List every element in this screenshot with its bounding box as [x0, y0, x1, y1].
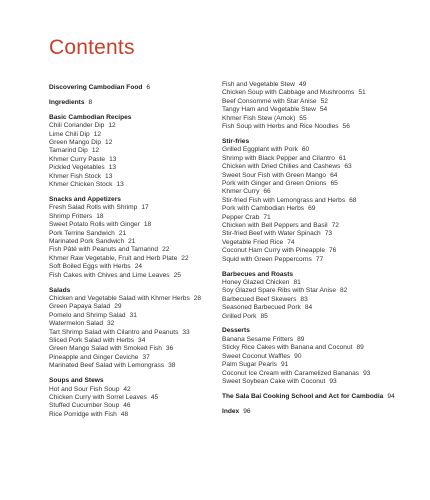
- toc-entry[interactable]: [49, 312, 214, 320]
- toc-entry[interactable]: [222, 188, 402, 196]
- toc-entry-title: Shrimp Fritters: [49, 212, 93, 220]
- toc-page-number: 64: [330, 171, 338, 179]
- toc-entry[interactable]: [49, 230, 214, 238]
- toc-entry[interactable]: [49, 156, 214, 164]
- toc-entry-title: Pepper Crab: [222, 213, 260, 221]
- toc-entry-title: Soft Boiled Eggs with Herbs: [49, 263, 131, 271]
- toc-entry[interactable]: [222, 287, 402, 295]
- toc-page-number: 72: [331, 222, 339, 229]
- toc-left-column: [49, 84, 214, 426]
- toc-entry-title: Khmer Chicken Stock: [49, 181, 113, 189]
- toc-entry-title: Lime Chili Dip: [49, 130, 90, 138]
- toc-section: [222, 271, 402, 321]
- toc-page-number: 61: [338, 154, 347, 162]
- toc-section-heading-index[interactable]: [222, 408, 402, 416]
- toc-section-heading-snacks-and-appetizers[interactable]: [49, 196, 214, 204]
- toc-entry[interactable]: [49, 337, 214, 345]
- toc-entry-title: Marinated Pork Sandwich: [49, 238, 125, 245]
- toc-page-number: 55: [299, 114, 307, 122]
- toc-entry-title: Chicken with Bell Peppers and Basil: [222, 222, 328, 229]
- toc-page-number: 36: [165, 345, 174, 353]
- toc-entry[interactable]: [49, 122, 214, 130]
- toc-entry[interactable]: [49, 345, 214, 353]
- toc-entry[interactable]: [222, 304, 402, 312]
- toc-heading-text: The Sala Bai Cooking School and Act for Cambodia: [222, 392, 384, 400]
- toc-entry-title: Beef Consommé with Star Anise: [222, 97, 317, 105]
- toc-section: [49, 114, 214, 190]
- toc-section: [222, 81, 402, 131]
- toc-page-number: 84: [304, 304, 313, 312]
- toc-entry-title: Fresh Salad Rolls with Shrimp: [49, 204, 138, 212]
- toc-entry[interactable]: [222, 205, 402, 213]
- toc-section: [49, 99, 214, 107]
- toc-page-number: 18: [96, 212, 104, 220]
- toc-entry-title: Tamarind Dip: [49, 147, 88, 155]
- toc-section-heading-barbecues-and-roasts[interactable]: [222, 271, 402, 279]
- toc-page-number: 17: [141, 204, 149, 212]
- toc-page-number: 96: [243, 407, 251, 415]
- toc-section: [49, 196, 214, 280]
- toc-page-number: 93: [363, 369, 371, 377]
- toc-page-number: 73: [324, 230, 333, 238]
- toc-entry[interactable]: [222, 180, 402, 188]
- toc-page-number: 12: [108, 122, 116, 130]
- toc-entry[interactable]: [222, 98, 402, 106]
- toc-entry-title: Watermelon Salad: [49, 320, 103, 328]
- toc-page-number: 13: [116, 181, 124, 189]
- toc-entry[interactable]: [49, 402, 214, 410]
- toc-entry[interactable]: [49, 246, 214, 254]
- toc-entry-title: Palm Sugar Pearls: [222, 361, 277, 369]
- toc-entry-title: Pork with Ginger and Green Onions: [222, 179, 327, 187]
- toc-page-number: 12: [91, 147, 100, 155]
- toc-page-number: 51: [358, 89, 366, 97]
- toc-section-heading-the-sala-bai-cooking-school-and-act-for-cambodia[interactable]: [222, 393, 402, 401]
- toc-entry[interactable]: [222, 163, 402, 171]
- toc-entry-title: Chicken Curry with Sorrel Leaves: [49, 393, 147, 401]
- toc-page-number: 66: [263, 188, 271, 196]
- toc-page-number: 93: [329, 377, 337, 385]
- toc-entry[interactable]: [49, 255, 214, 263]
- toc-section-heading-ingredients[interactable]: [49, 99, 214, 107]
- toc-page-number: 37: [142, 353, 150, 361]
- toc-heading-text: Discovering Cambodian Food: [49, 84, 143, 91]
- toc-entry-title: Tangy Ham and Vegetable Stew: [222, 106, 316, 114]
- toc-entry[interactable]: [49, 221, 214, 229]
- toc-entry[interactable]: [222, 106, 402, 114]
- toc-entry-title: Squid with Green Peppercorns: [222, 255, 312, 263]
- toc-entry-title: Pork Terrine Sandwich: [49, 229, 115, 237]
- toc-entry-title: Sweet Coconut Waffles: [222, 352, 291, 360]
- toc-section-heading-stir-fries[interactable]: [222, 138, 402, 146]
- toc-page-number: 89: [297, 335, 305, 343]
- toc-heading-text: Index: [222, 407, 240, 415]
- toc-page-number: 54: [319, 106, 328, 114]
- toc-page-number: 13: [105, 172, 113, 180]
- toc-page-number: 24: [134, 263, 143, 271]
- toc-entry-title: Green Mango Salad with Smoked Fish: [49, 345, 162, 353]
- toc-entry-title: Khmer Fish Stock: [49, 172, 102, 180]
- toc-entry[interactable]: [222, 123, 402, 131]
- toc-entry[interactable]: [222, 313, 402, 321]
- toc-entry-title: Rice Porridge with Fish: [49, 410, 117, 418]
- toc-entry[interactable]: [222, 361, 402, 369]
- toc-page-number: 46: [123, 402, 131, 410]
- page-title: Contents: [49, 36, 135, 59]
- toc-entry[interactable]: [49, 354, 214, 362]
- toc-page-number: 89: [356, 344, 364, 352]
- toc-page-number: 34: [138, 336, 146, 344]
- toc-entry[interactable]: [49, 181, 214, 189]
- toc-entry[interactable]: [222, 370, 402, 378]
- toc-entry[interactable]: [49, 320, 214, 328]
- toc-page-number: 6: [146, 84, 151, 91]
- toc-entry-title: Sweet Soybean Cake with Coconut: [222, 377, 326, 385]
- toc-page-number: 77: [315, 255, 324, 263]
- toc-entry[interactable]: [49, 394, 214, 402]
- toc-entry-title: Khmer Raw Vegetable, Fruit and Herb Plate: [49, 254, 178, 262]
- toc-page-number: 63: [344, 163, 352, 171]
- toc-entry-title: Fish and Vegetable Stew: [222, 81, 295, 88]
- toc-page-number: 13: [109, 155, 117, 163]
- toc-entry[interactable]: [222, 378, 402, 386]
- toc-entry[interactable]: [222, 344, 402, 352]
- toc-section-heading-salads[interactable]: [49, 287, 214, 295]
- toc-page-number: 85: [260, 312, 268, 320]
- toc-entry-title: Fish Soup with Herbs and Rice Noodles: [222, 123, 339, 131]
- toc-entry-title: Sweet Sour Fish with Green Mango: [222, 171, 327, 179]
- toc-entry[interactable]: [49, 329, 214, 337]
- toc-heading-text: Barbecues and Roasts: [222, 270, 294, 278]
- toc-entry-title: Tart Shrimp Salad with Cilantro and Peanuts: [49, 328, 179, 336]
- toc-entry-title: Fish Pâté with Peanuts and Tamarind: [49, 246, 159, 254]
- toc-page-number: 31: [129, 311, 137, 319]
- toc-entry-title: Chicken Soup with Cabbage and Mushrooms: [222, 89, 355, 97]
- toc-entry-title: Stuffed Cucumber Soup: [49, 402, 120, 410]
- toc-entry-title: Coconut Ham Curry with Pineapple: [222, 247, 325, 255]
- toc-page-number: 60: [301, 146, 310, 154]
- toc-page-number: 83: [300, 295, 308, 303]
- toc-heading-text: Basic Cambodian Recipes: [49, 113, 132, 121]
- toc-section: [49, 287, 214, 371]
- toc-page-number: 28: [193, 294, 202, 302]
- toc-entry-title: Coconut Ice Cream with Caramelized Bananas: [222, 369, 360, 377]
- toc-page-number: 90: [294, 352, 302, 360]
- toc-entry-title: Marinated Beef Salad with Lemongrass: [49, 362, 165, 370]
- toc-section-heading-basic-cambodian-recipes[interactable]: [49, 114, 214, 122]
- toc-entry-title: Fish Cakes with Chives and Lime Leaves: [49, 271, 170, 279]
- toc-entry-title: Grilled Pork: [222, 312, 257, 320]
- toc-entry[interactable]: [222, 155, 402, 163]
- toc-entry[interactable]: [49, 263, 214, 271]
- toc-page-number: 33: [182, 328, 190, 336]
- toc-right-column: [222, 81, 402, 423]
- toc-page-number: 13: [108, 164, 117, 172]
- toc-entry[interactable]: [222, 336, 402, 344]
- toc-entry-title: Hot and Sour Fish Soup: [49, 385, 120, 393]
- toc-entry[interactable]: [222, 214, 402, 222]
- toc-heading-text: Ingredients: [49, 98, 85, 106]
- toc-entry[interactable]: [49, 139, 214, 147]
- toc-entry-title: Pickled Vegetables: [49, 164, 105, 172]
- toc-page-number: 49: [298, 81, 307, 88]
- toc-entry-title: Grilled Eggplant with Pork: [222, 146, 298, 154]
- toc-section: [222, 393, 402, 401]
- toc-entry-title: Stir-fried Beef with Water Spinach: [222, 230, 321, 238]
- toc-page-number: 76: [328, 247, 337, 255]
- toc-entry-title: Chicken with Dried Chilies and Cashews: [222, 163, 341, 171]
- toc-entry[interactable]: [222, 279, 402, 287]
- toc-page-number: 21: [118, 229, 127, 237]
- toc-heading-text: Snacks and Appetizers: [49, 195, 121, 203]
- toc-entry[interactable]: [49, 131, 214, 139]
- toc-page-number: 25: [173, 271, 181, 279]
- toc-page-number: 91: [280, 361, 289, 369]
- toc-section-heading-soups-and-stews[interactable]: [49, 377, 214, 385]
- toc-page-number: 8: [88, 98, 93, 106]
- toc-page-number: 32: [107, 320, 115, 328]
- toc-entry-title: Banana Sesame Fritters: [222, 335, 294, 343]
- toc-entry[interactable]: [222, 89, 402, 97]
- toc-entry[interactable]: [222, 172, 402, 180]
- toc-page-number: 29: [114, 303, 122, 311]
- toc-entry[interactable]: [49, 386, 214, 394]
- toc-entry[interactable]: [222, 230, 402, 238]
- toc-page-number: 38: [168, 362, 176, 370]
- toc-entry-title: Soy Glazed Spare Ribs with Star Anise: [222, 287, 336, 295]
- toc-entry-title: Seasoned Barbecued Pork: [222, 304, 301, 312]
- toc-entry-title: Pineapple and Ginger Ceviche: [49, 353, 139, 361]
- toc-page-number: 21: [128, 238, 136, 245]
- toc-page-number: 42: [123, 385, 131, 393]
- toc-page-number: 74: [287, 238, 295, 246]
- toc-entry[interactable]: [222, 197, 402, 205]
- toc-entry-title: Shrimp with Black Pepper and Cilantro: [222, 154, 335, 162]
- toc-entry[interactable]: [49, 295, 214, 303]
- toc-section-heading-desserts[interactable]: [222, 327, 402, 335]
- toc-heading-text: Stir-fries: [222, 137, 250, 145]
- toc-page-number: 94: [387, 392, 395, 400]
- toc-page-number: 48: [120, 410, 129, 418]
- toc-entry[interactable]: [222, 247, 402, 255]
- toc-entry-title: Sweet Potato Rolls with Ginger: [49, 221, 140, 229]
- toc-entry[interactable]: [222, 146, 402, 154]
- toc-entry-title: Chicken and Vegetable Salad with Khmer Herbs: [49, 294, 190, 302]
- toc-page-number: 22: [162, 246, 170, 254]
- toc-entry[interactable]: [222, 296, 402, 304]
- toc-entry-title: Green Mango Dip: [49, 139, 102, 147]
- toc-entry[interactable]: [222, 353, 402, 361]
- toc-entry-title: Sliced Pork Salad with Herbs: [49, 336, 135, 344]
- toc-section: [49, 84, 214, 92]
- toc-entry-title: Pomelo and Shrimp Salad: [49, 311, 126, 319]
- toc-page-number: 12: [93, 130, 102, 138]
- toc-entry[interactable]: [222, 256, 402, 264]
- toc-entry[interactable]: [222, 239, 402, 247]
- toc-entry-title: Barbecued Beef Skewers: [222, 295, 297, 303]
- toc-page-number: 56: [342, 123, 350, 131]
- toc-entry-title: Pork with Cambodian Herbs: [222, 205, 305, 213]
- toc-page-number: 69: [308, 205, 316, 213]
- toc-entry-title: Khmer Curry Paste: [49, 155, 106, 163]
- toc-entry-title: Green Papaya Salad: [49, 303, 111, 311]
- toc-entry[interactable]: [49, 173, 214, 181]
- toc-entry[interactable]: [49, 411, 214, 419]
- toc-entry-title: Khmer Fish Stew (Amok): [222, 114, 296, 122]
- toc-entry[interactable]: [49, 238, 214, 246]
- toc-page-number: 82: [339, 287, 348, 295]
- toc-page-number: 68: [349, 196, 357, 204]
- toc-entry[interactable]: [49, 272, 214, 280]
- toc-entry[interactable]: [49, 362, 214, 370]
- toc-entry[interactable]: [222, 115, 402, 123]
- toc-entry-title: Sticky Rice Cakes with Banana and Coconut: [222, 344, 353, 352]
- toc-entry[interactable]: [222, 222, 402, 230]
- toc-heading-text: Soups and Stews: [49, 377, 104, 385]
- toc-section: [222, 408, 402, 416]
- toc-page-number: 65: [330, 179, 338, 187]
- toc-entry[interactable]: [222, 81, 402, 89]
- toc-entry-title: Chili Coriander Dip: [49, 122, 105, 130]
- toc-entry[interactable]: [49, 303, 214, 311]
- toc-page-number: 18: [143, 221, 152, 229]
- toc-page-number: 71: [263, 213, 271, 221]
- toc-page-number: 45: [150, 393, 159, 401]
- toc-page-number: 12: [105, 139, 113, 147]
- toc-heading-text: Desserts: [222, 327, 250, 335]
- toc-page-number: 52: [320, 97, 328, 105]
- toc-entry-title: Stir-fried Fish with Lemongrass and Herbs: [222, 196, 346, 204]
- toc-entry[interactable]: [49, 164, 214, 172]
- toc-section-heading-discovering-cambodian-food[interactable]: [49, 84, 214, 92]
- toc-section: [49, 377, 214, 419]
- toc-section: [222, 138, 402, 264]
- toc-entry[interactable]: [49, 204, 214, 212]
- toc-entry[interactable]: [49, 147, 214, 155]
- toc-entry-title: Vegetable Fried Rice: [222, 238, 284, 246]
- toc-section: [222, 327, 402, 386]
- toc-page-number: 81: [293, 278, 301, 286]
- toc-entry[interactable]: [49, 213, 214, 221]
- toc-heading-text: Salads: [49, 286, 71, 294]
- toc-entry-title: Khmer Curry: [222, 188, 260, 196]
- toc-entry-title: Honey Glazed Chicken: [222, 278, 290, 286]
- toc-page-number: 22: [181, 254, 189, 262]
